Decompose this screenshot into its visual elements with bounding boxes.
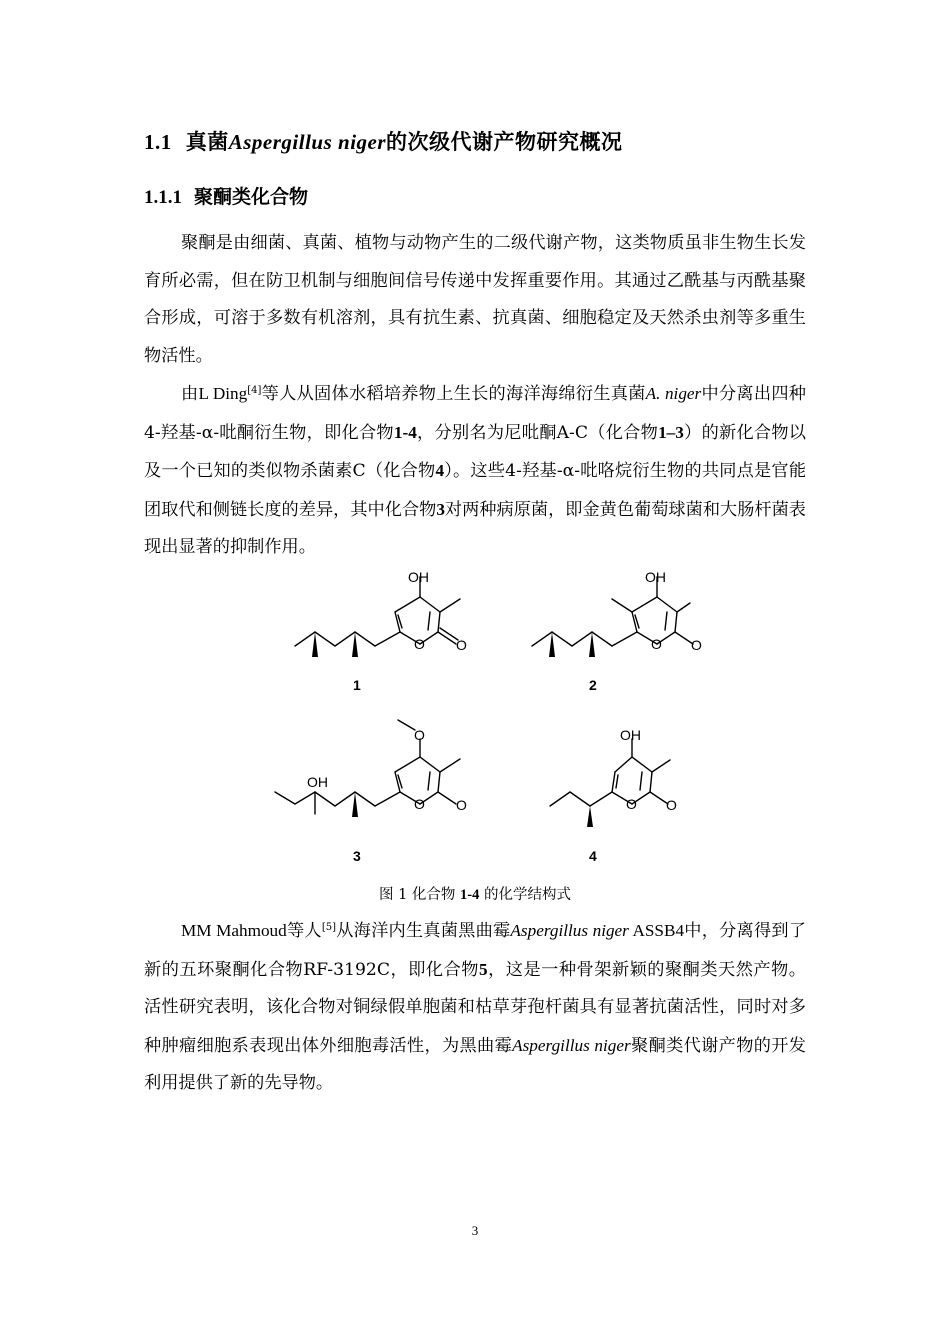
compound-label: 2 <box>589 677 597 693</box>
atom-label: O <box>414 727 425 743</box>
subsection-number: 1.1.1 <box>144 187 182 208</box>
heading-species-name: Aspergillus niger <box>228 130 387 154</box>
paragraph-mahmoud-study: MM Mahmoud等人[5]从海洋内生真菌黑曲霉Aspergillus niger ASSB4中，分离得到了新的五环聚酮化合物RF-3192C，即化合物5，这是一种骨架新颖的聚酮类天然产物。活性研究表明，该化合物对铜绿假单胞菌和枯草芽孢杆菌具有显著抗菌活性，同时对多种肿瘤细胞系表现出体外细胞毒活性，为黑曲霉Aspergillus niger聚酮类代谢产物的开发利用提供了新的先导物。 <box>144 921 806 1093</box>
figure-caption: 图 1 化合物 1-4 的化学结构式 <box>378 887 571 903</box>
atom-label: OH <box>408 569 429 585</box>
atom-label: OH <box>645 569 666 585</box>
atom-label: OH <box>307 774 328 790</box>
structure-compound-2 <box>532 577 693 646</box>
compound-label: 3 <box>353 848 361 864</box>
citation-ref: [5] <box>321 922 336 933</box>
chemical-structures-figure <box>260 562 702 872</box>
structure-compound-1 <box>295 577 460 646</box>
subsection-title: 聚酮类化合物 <box>194 186 309 208</box>
section-number: 1.1 <box>144 130 172 154</box>
atom-label: O <box>456 637 467 653</box>
atom-label: O <box>651 636 662 652</box>
heading-text-before: 真菌 <box>185 130 229 154</box>
atom-label: O <box>414 636 425 652</box>
heading-text-after: 的次级代谢产物研究概况 <box>386 130 623 154</box>
atom-label: O <box>414 796 425 812</box>
section-heading <box>144 126 623 156</box>
atom-label: OH <box>620 727 641 743</box>
structure-compound-3 <box>275 720 460 814</box>
compound-label: 4 <box>589 848 597 864</box>
structure-compound-4 <box>550 739 670 806</box>
paragraph-polyketide-intro: 聚酮是由细菌、真菌、植物与动物产生的二级代谢产物，这类物质虽非生物生长发育所必需，但在防卫机制与细胞间信号传递中发挥重要作用。其通过乙酰基与丙酰基聚合形成，可溶于多数有机溶剂，具有抗生素、抗真菌、细胞稳定及天然杀虫剂等多重生物活性。 <box>144 233 806 366</box>
atom-label: O <box>666 797 677 813</box>
atom-label: O <box>626 796 637 812</box>
page-number: 3 <box>471 1223 479 1238</box>
atom-label: O <box>456 797 467 813</box>
paragraph-ding-study: 由L Ding[4]等人从固体水稻培养物上生长的海洋海绵衍生真菌A. niger中分离出四种4-羟基-α-吡酮衍生物，即化合物1-4，分别名为尼吡酮A-C（化合物1–3）的新化合物以及一个已知的类似物杀菌素C（化合物4）。这些4-羟基-α-吡咯烷衍生物的共同点是官能团取代和侧链长度的差异，其中化合物3对两种病原菌，即金黄色葡萄球菌和大肠杆菌表现出显著的抑制作用。 <box>144 384 807 557</box>
subsection-heading <box>144 182 308 209</box>
citation-ref: [4] <box>247 385 262 396</box>
atom-label: O <box>691 637 702 653</box>
compound-label: 1 <box>353 677 361 693</box>
